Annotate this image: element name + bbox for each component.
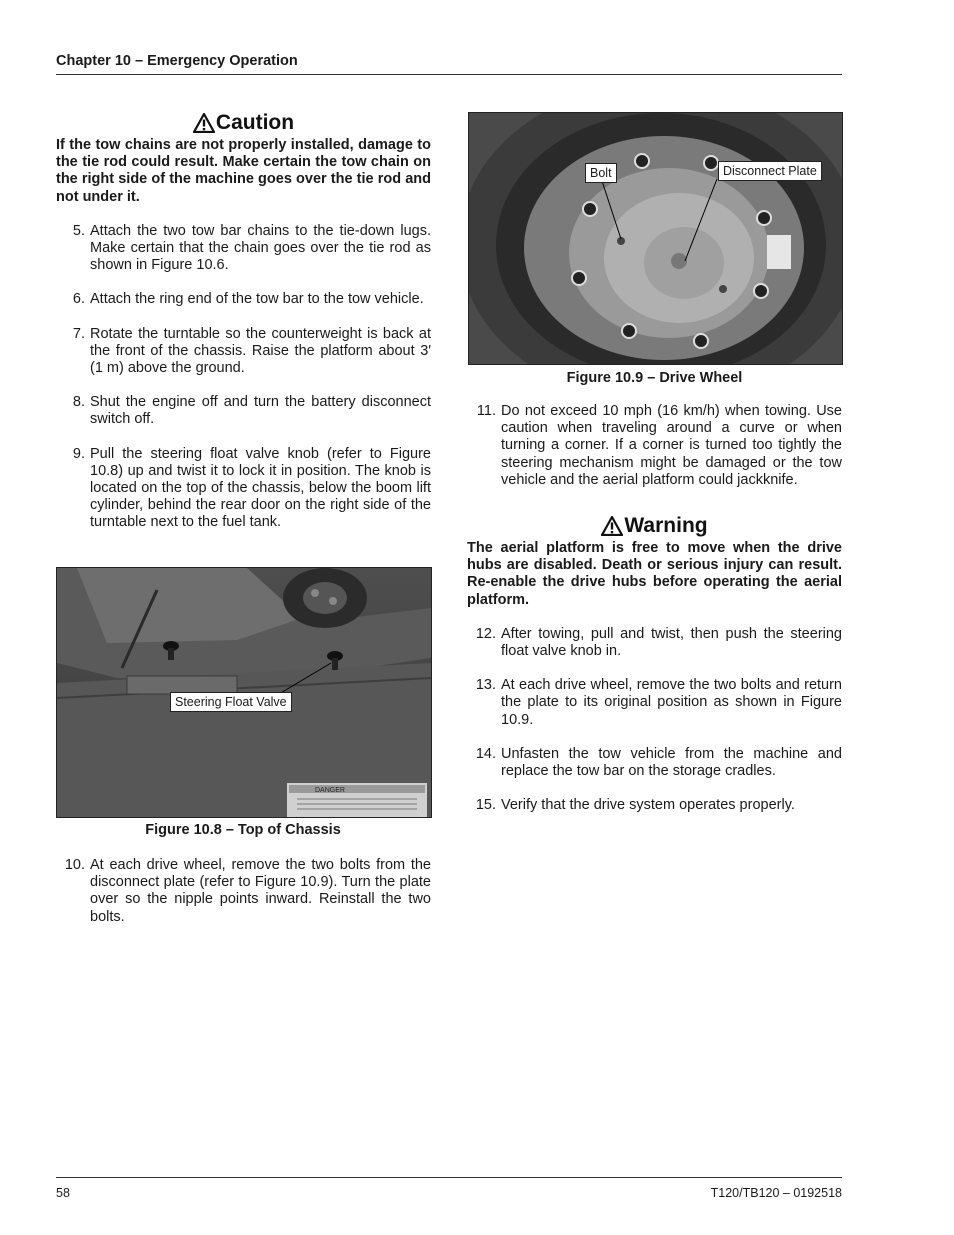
steps-list-right <box>467 626 842 815</box>
list-item: 10. At each drive wheel, remove the two bolts from the disconnect plate (refer to Figure 10.9). Turn the plate over so the nipple points inward. Reinstall the two bolts. <box>64 857 431 925</box>
list-item: 6. Attach the ring end of the tow bar to the tow vehicle. <box>72 291 424 308</box>
callout-disconnect-plate: Disconnect Plate <box>718 161 822 181</box>
callout-steering-float-valve: Steering Float Valve <box>170 692 292 712</box>
page-number: 58 <box>56 1186 70 1200</box>
warning-body: The aerial platform is free to move when the drive hubs are disabled. Death or serious injury can result. Re-enable the drive hubs before operating the aerial platform. <box>467 540 842 608</box>
footer-rule <box>56 1177 842 1178</box>
warning-title: Warning <box>624 514 708 538</box>
caution-triangle-icon <box>193 113 215 133</box>
figure-top-of-chassis <box>56 567 432 818</box>
chapter-header: Chapter 10 – Emergency Operation <box>56 53 298 69</box>
caution-heading <box>56 111 431 135</box>
figure-10-8-caption: Figure 10.8 – Top of Chassis <box>145 822 341 838</box>
danger-decal-label: DANGER <box>315 787 345 794</box>
warning-triangle-icon <box>601 516 623 536</box>
header-rule <box>56 74 842 75</box>
list-item: 13. At each drive wheel, remove the two bolts and return the plate to its original position as shown in Figure 10.9. <box>475 677 842 728</box>
figure-10-9-caption: Figure 10.9 – Drive Wheel <box>566 370 743 386</box>
list-item: 12. After towing, pull and twist, then push the steering float valve knob in. <box>475 625 842 660</box>
document-id: T120/TB120 – 0192518 <box>710 1186 842 1200</box>
step-10 <box>56 857 431 926</box>
list-item: 14. Unfasten the tow vehicle from the machine and replace the tow bar on the storage cradles. <box>475 745 842 780</box>
list-item: 15. Verify that the drive system operates properly. <box>475 797 795 814</box>
list-item: 5. Attach the two tow bar chains to the tie-down lugs. Make certain that the chain goes over the tie rod as shown in Figure 10.6. <box>72 222 431 274</box>
list-item: 8. Shut the engine off and turn the battery disconnect switch off. <box>72 394 431 428</box>
steps-list-left <box>56 223 431 532</box>
warning-heading <box>467 514 842 538</box>
callout-bolt: Bolt <box>585 163 617 183</box>
left-column <box>56 111 431 532</box>
list-item: 7. Rotate the turntable so the counterweight is back at the front of the chassis. Raise the platform about 3′ (1 m) above the ground. <box>72 325 431 377</box>
caution-body: If the tow chains are not properly installed, damage to the tie rod could result. Make certain the tow chain on the right side of the machine goes over the tie rod and not under it. <box>56 137 431 205</box>
figure-drive-wheel <box>468 112 843 365</box>
right-column <box>467 403 842 814</box>
list-item: 11. Do not exceed 10 mph (16 km/h) when towing. Use caution when traveling around a curve or when turning a corner. If a corner is turned too tightly the steering mechanism might be damaged or the tow vehicle and the aerial platform could jackknife. <box>476 403 842 488</box>
caution-title: Caution <box>215 111 295 134</box>
list-item: 9. Pull the steering float valve knob (refer to Figure 10.8) up and twist it to lock it in position. The knob is located on the top of the chassis, below the boom lift cylinder, behind the rear door on the right side of the turntable next to the fuel tank. <box>72 445 431 531</box>
drive-wheel-photo <box>469 113 842 364</box>
